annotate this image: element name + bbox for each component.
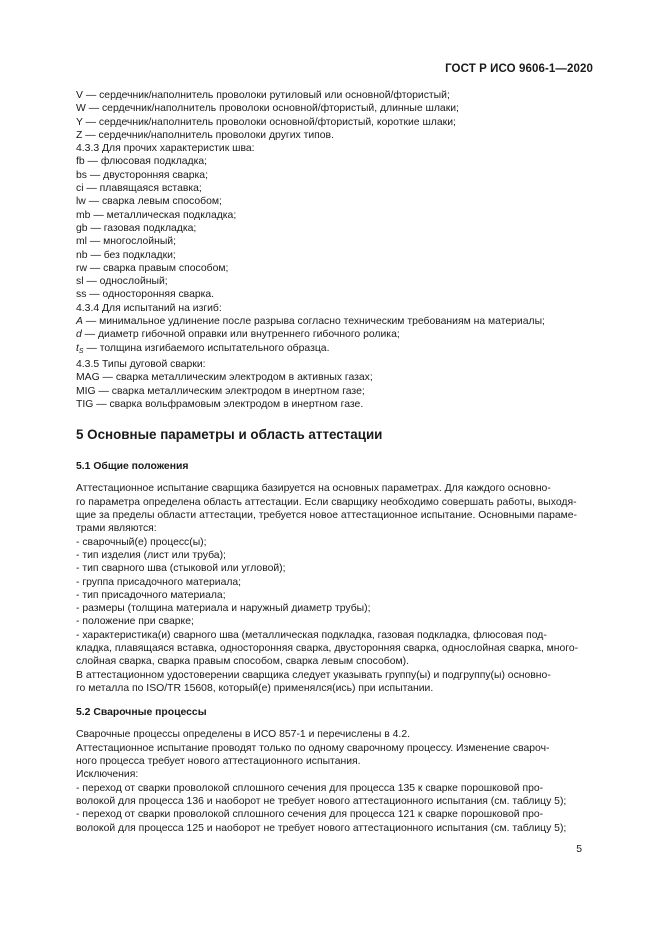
- symbol-t: t: [76, 342, 79, 354]
- document-header: ГОСТ Р ИСО 9606-1—2020: [445, 63, 593, 75]
- paragraph-line: Аттестационное испытание проводят только по одному сварочному процессу. Изменение свароч-: [76, 742, 550, 754]
- section-5-2-body: [76, 728, 581, 834]
- bullet-item: - сварочный(е) процесс(ы);: [76, 536, 207, 548]
- paragraph-line: трами являются:: [76, 523, 157, 535]
- bullet-item: - тип присадочного материала;: [76, 589, 226, 601]
- list-item: 4.3.5 Типы дуговой сварки:: [76, 358, 206, 370]
- paragraph-line: Сварочные процессы определены в ИСО 857-1 и перечислены в 4.2.: [76, 729, 410, 741]
- list-item: W — сердечник/наполнитель проволоки основной/фтористый, длинные шлаки;: [76, 103, 459, 115]
- list-item: nb — без подкладки;: [76, 249, 176, 261]
- bullet-item: - переход от сварки проволокой сплошного сечения для процесса 135 к сварке порошковой про-: [76, 782, 544, 794]
- bullet-item-continuation: кладка, плавящаяся вставка, односторонняя сварка, двусторонняя сварка, однослойная сварка, много-: [76, 642, 579, 654]
- paragraph-line: ного процесса требует нового аттестационного испытания.: [76, 756, 361, 768]
- bullet-item: - группа присадочного материала;: [76, 576, 242, 588]
- bullet-item: - размеры (толщина материала и наружный диаметр трубы);: [76, 603, 371, 615]
- paragraph-line: го параметра определена область аттестации. Если сварщику необходимо совершать работы, выходя-: [76, 496, 577, 508]
- list-item: gb — газовая подкладка;: [76, 222, 197, 234]
- bend-item-t: [76, 342, 581, 358]
- symbol-d-text: — диаметр гибочной оправки или внутреннего гибочного ролика;: [81, 329, 400, 341]
- list-item: Y — сердечник/наполнитель проволоки основной/фтористый, короткие шлаки;: [76, 116, 456, 128]
- symbol-t-text: — толщина изгибаемого испытательного образца.: [83, 342, 330, 354]
- list-item: MAG — сварка металлическим электродом в активных газах;: [76, 372, 373, 384]
- paragraph-line: В аттестационном удостоверении сварщика следует указывать группу(ы) и подгруппу(ы) основно-: [76, 669, 551, 681]
- bullet-item: - переход от сварки проволокой сплошного сечения для процесса 121 к сварке порошковой про-: [76, 809, 544, 821]
- list-item: V — сердечник/наполнитель проволоки рутиловый или основной/фтористый;: [76, 90, 450, 101]
- paragraph-line: Исключения:: [76, 769, 139, 781]
- bullet-item: - характеристика(и) сварного шва (металлическая подкладка, газовая подкладка, флюсовая под-: [76, 629, 547, 641]
- list-item: ci — плавящаяся вставка;: [76, 183, 202, 195]
- list-item: lw — сварка левым способом;: [76, 196, 222, 208]
- symbol-d: d: [76, 329, 82, 341]
- section-5-2-title: 5.2 Сварочные процессы: [76, 707, 207, 719]
- list-item: bs — двусторонняя сварка;: [76, 169, 208, 181]
- paragraph-line: Аттестационное испытание сварщика базируется на основных параметрах. Для каждого основно-: [76, 483, 551, 495]
- bullet-item: - тип изделия (лист или труба);: [76, 549, 226, 561]
- symbol-a-text: — минимальное удлинение после разрыва согласно техническим требованиям на материалы;: [82, 316, 545, 328]
- bullet-item-continuation: волокой для процесса 125 и наоборот не требует нового аттестационного испытания (см. таблицу 5);: [76, 822, 567, 834]
- bullet-item: - положение при сварке;: [76, 616, 194, 628]
- bullet-item: - тип сварного шва (стыковой или угловой);: [76, 563, 286, 575]
- page-number: 5: [576, 844, 582, 855]
- paragraph-line: щие за пределы области аттестации, требуется новое аттестационное испытание. Основными параме-: [76, 510, 578, 522]
- page-content: [76, 89, 581, 835]
- section-5-title: 5 Основные параметры и область аттестации: [76, 427, 383, 443]
- bullet-item-continuation: слойная сварка, сварка правым способом, сварка левым способом).: [76, 656, 409, 668]
- list-item: 4.3.3 Для прочих характеристик шва:: [76, 143, 255, 155]
- list-item: mb — металлическая подкладка;: [76, 209, 237, 221]
- list-item: ss — односторонняя сварка.: [76, 289, 215, 301]
- list-item: TIG — сварка вольфрамовым электродом в инертном газе.: [76, 398, 364, 410]
- list-item: ml — многослойный;: [76, 236, 176, 248]
- bullet-item-continuation: волокой для процесса 136 и наоборот не требует нового аттестационного испытания (см. таблицу 5);: [76, 795, 567, 807]
- definitions-list: [76, 89, 581, 411]
- bend-item-d: [76, 328, 581, 341]
- symbol-a: A: [76, 316, 83, 328]
- paragraph-line: го металла по ISO/TR 15608, который(е) применялся(ись) при испытании.: [76, 682, 434, 694]
- list-item: rw — сварка правым способом;: [76, 262, 229, 274]
- list-item: Z — сердечник/наполнитель проволоки других типов.: [76, 129, 334, 141]
- list-item: fb — флюсовая подкладка;: [76, 156, 208, 168]
- section-5-1-title: 5.1 Общие положения: [76, 461, 189, 473]
- bend-item-a: [76, 315, 581, 328]
- list-item: 4.3.4 Для испытаний на изгиб:: [76, 302, 222, 314]
- list-item: sl — однослойный;: [76, 276, 168, 288]
- list-item: MIG — сварка металлическим электродом в инертном газе;: [76, 385, 365, 397]
- section-5-1-body: [76, 482, 581, 695]
- symbol-t-subscript: S: [78, 347, 84, 355]
